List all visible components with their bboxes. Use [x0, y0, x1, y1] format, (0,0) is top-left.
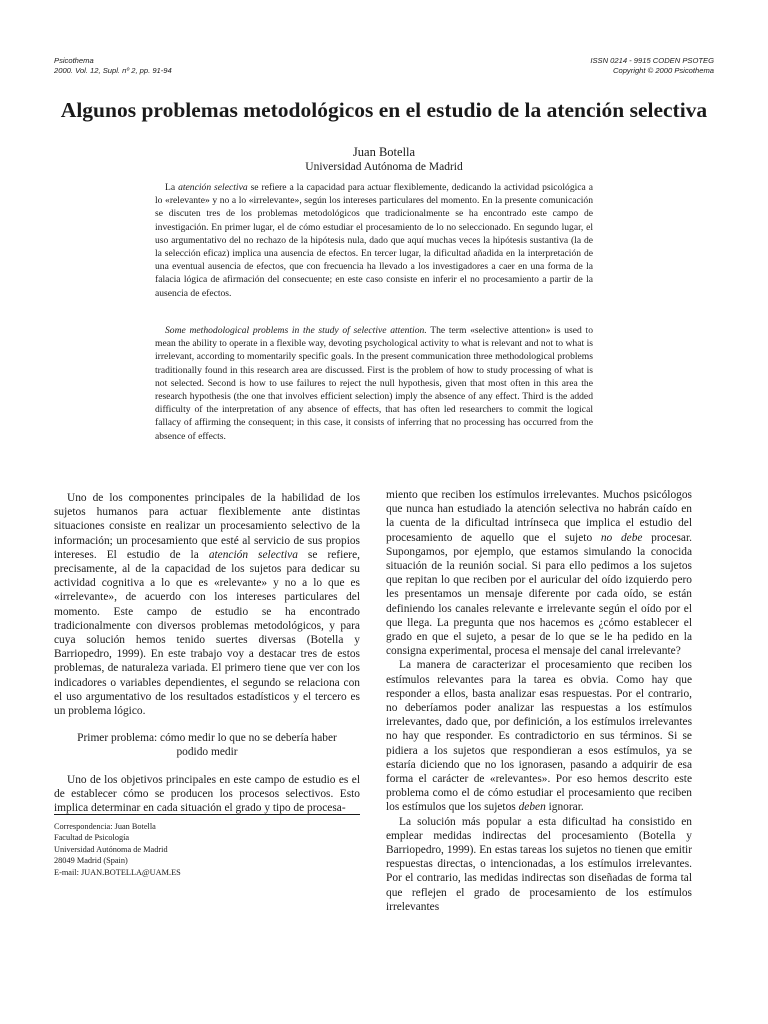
correspondence-email: E-mail: JUAN.BOTELLA@UAM.ES — [54, 867, 181, 877]
volume-info: 2000. Vol. 12, Supl. nº 2, pp. 91-94 — [54, 66, 172, 75]
body-paragraph: Uno de los objetivos principales en este campo de estudio es el de establecer cómo se producen los procesos selectivos. Esto implica determinar en cada situación el grado y tipo de procesa- — [54, 773, 360, 815]
article-title: Algunos problemas metodológicos en el estudio de la atención selectiva — [60, 98, 708, 122]
running-header-left — [54, 56, 172, 76]
correspondence-note: Correspondencia: Juan Botella Facultad de Psicología Universidad Autónoma de Madrid 28049 Madrid (Spain) E-mail: JUAN.BOTELLA@UAM.ES — [54, 822, 181, 877]
abstract-english: Some methodological problems in the study of selective attention. The term «selective attention» is used to mean the ability to operate in a flexible way, devoting psychological activity to what is relevant and not to what is irrelevant, according to momentarily specific goals. In the present communication three methodological problems traditionally found in this research area are discussed. First is the problem of how to study processing of what is not selected. Second is how to use failures to reject the null hypothesis, given that most often in this area the research hypothesis (the one that involves efficient selection) imply the absence of any effect. Third is the added difficulty of the interpretation of any absence of effects, that has often led researchers to commit the logical fallacy of affirming the consequent; in this case, it consists of inferring that no processing has occurred from the absence of effects. — [155, 325, 593, 442]
footnote-divider — [54, 814, 360, 815]
body-column-right — [386, 488, 692, 914]
author-name: Juan Botella — [352, 145, 416, 159]
section-heading: Primer problema: cómo medir lo que no se debería haber podido medir — [77, 732, 337, 759]
body-paragraph: La solución más popular a esta dificultad ha consistido en emplear medidas indirectas del procesamiento (Botella y Barriopedro, 1999). En estas tareas los sujetos no tienen que emitir respuestas directas, o intencionadas, a los estímulos irrelevantes. Por el contrario, las medidas indirectas son diseñadas de forma tal que reflejen el grado de procesamiento de los estímulos irrelevantes — [386, 815, 692, 913]
copyright-line: Copyright © 2000 Psicothema — [613, 66, 714, 75]
body-paragraph: miento que reciben los estímulos irrelevantes. Muchos psicólogos que nunca han estudiado la atención selectiva no habrán caído en la cuenta de la dificultad intrínseca que implica el estudio del procesamiento de aquello que el sujeto no debe procesar. Supongamos, por ejemplo, que estamos simulando la conocida situación de la reunión social. Si para ello pedimos a los sujetos que repitan lo que reciben por el auricular del oído izquierdo pero les presentamos un mensaje diferente por cada oído, se están definiendo los canales relevante e irrelevante según el oído por el que llega. La pregunta que nos hacemos es ¿cómo establecer el grado en que el sujeto, a pesar de lo que se le ha pedido en la consigna experimental, procesa el mensaje del canal irrelevante? — [386, 489, 692, 658]
body-paragraph: Uno de los componentes principales de la habilidad de los sujetos humanos para actuar flexiblemente ante distintas situaciones consiste en realizar un procesamiento selectivo de la información; un procesamiento que esté al servicio de sus propios intereses. El estudio de la atención selectiva se refiere, precisamente, al de la capacidad de los sujetos para dedicar su actividad cognitiva a lo que es «relevante» y no a lo que es «irrelevante», de acuerdo con los intereses particulares del momento. Este campo de estudio se ha encontrado tradicionalmente con diversos problemas metodológicos, y para cuya solución hemos tenido suertes diversas (Botella y Barriopedro, 1999). En este trabajo voy a destacar tres de estos problemas, de naturaleza variada. El primero tiene que ver con los indicadores o variables dependientes, el segundo se relaciona con el uso argumentativo de los resultados estadísticos y el tercero es un problema lógico. — [54, 492, 360, 718]
issn-line: ISSN 0214 - 9915 CODEN PSOTEG — [590, 56, 714, 65]
abstract-spanish-emphasis: atención selectiva — [178, 182, 248, 193]
journal-name: Psicothema — [54, 56, 94, 65]
abstract-spanish: La atención selectiva se refiere a la capacidad para actuar flexiblemente, dedicando la actividad psicológica a lo «relevante» y no a lo «irrelevante», según los intereses particulares del momento. En la presente comunicación se discuten tres de los problemas metodológicos que tradicionalmente se ha encontrado este campo de investigación. En primer lugar, el de cómo estudiar el procesamiento de lo no seleccionado. En segundo lugar, el uso argumentativo del no rechazo de la hipótesis nula, dado que aquí muchas veces la hipótesis sustantiva (la de la selección eficaz) implica una ausencia de efectos. En tercer lugar, la dificultad añadida en la interpretación de una eventual ausencia de efectos, que con frecuencia ha llevado a los investigadores a caer en una forma de la falacia lógica de afirmación del consecuente; en este caso consiste en inferir el no procesamiento a partir de la ausencia de efectos. — [155, 182, 593, 299]
body-paragraph: La manera de caracterizar el procesamiento que reciben los estímulos relevantes para la tarea es obvia. Como hay que responder a ellos, basta analizar esas respuestas. Por el contrario, no deberíamos poder analizar las respuestas a los estímulos irrelevantes, dado que, por definición, a los estímulos irrelevantes no hay que responder. Es contradictorio en sus términos. Si se pidiera a los sujetos que respondieran a esos estímulos, ya se estaría diciendo que no los ignorasen, pasando a adquirir de esa forma el carácter de «relevantes». Por eso hemos descrito este problema como el de cómo estudiar el procesamiento que reciben los estímulos que los sujetos deben ignorar. — [386, 659, 692, 814]
running-header-right — [590, 56, 714, 76]
abstract-english-title: Some methodological problems in the study of selective attention. — [165, 325, 427, 336]
body-column-left — [54, 491, 360, 815]
author-affiliation: Universidad Autónoma de Madrid — [305, 161, 463, 173]
